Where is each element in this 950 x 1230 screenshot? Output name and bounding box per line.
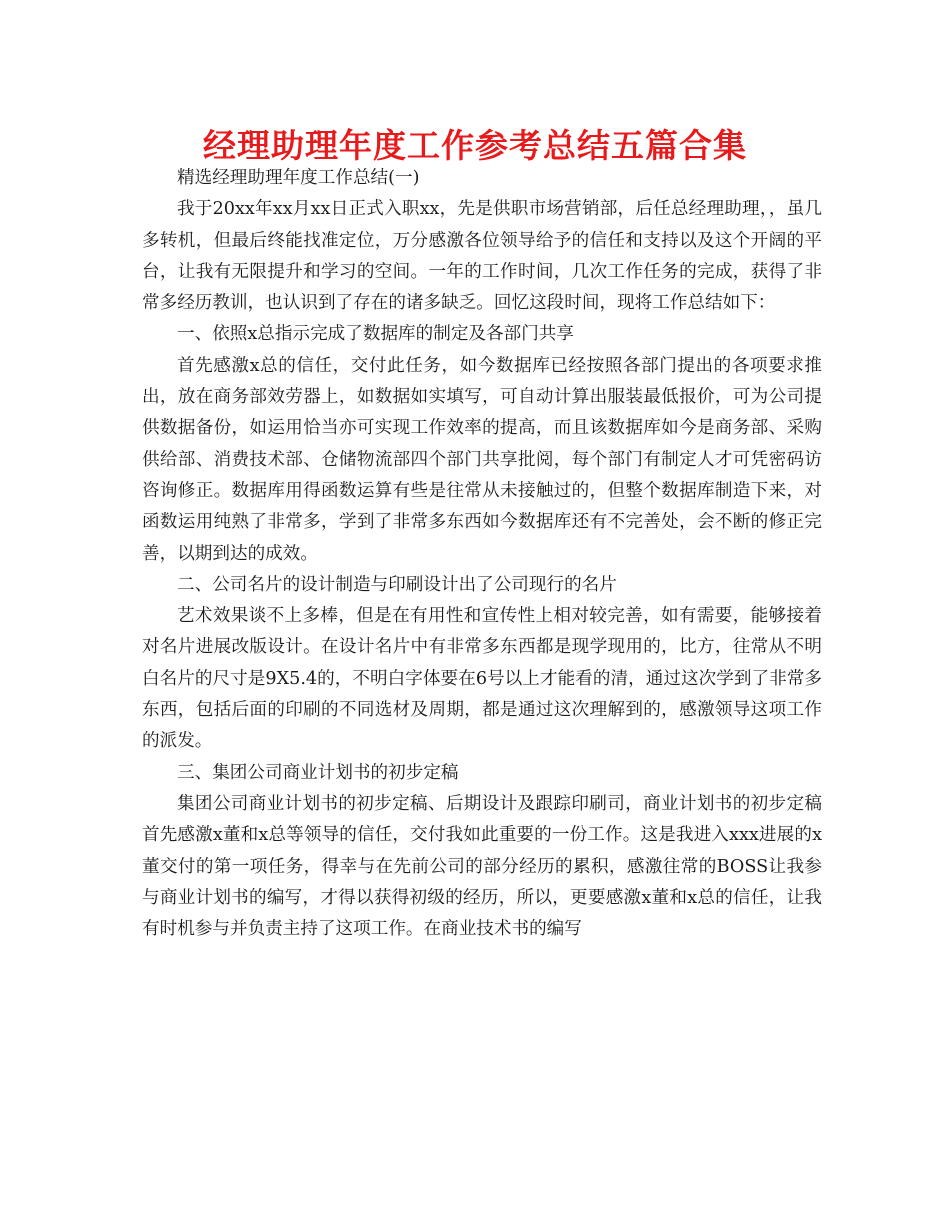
section-heading: 三、集团公司商业计划书的初步定稿 [177,762,459,783]
section-heading: 一、依照x总指示完成了数据库的制定及各部门共享 [177,324,574,345]
document-body [142,163,822,945]
body-paragraph: 艺术效果谈不上多棒，但是在有用性和宣传性上相对较完善，如有需要，能够接着对名片进展改版设计。在设计名片中有非常多东西都是现学现用的，比方，往常从不明白名片的尺寸是9X5.4的，不明白字体要在6号以上才能看的清，通过这次学到了非常多东西，包括后面的印刷的不同选材及周期，都是通过这次理解到的，感激领导这项工作的派发。 [142,606,822,752]
section-heading: 二、公司名片的设计制造与印刷设计出了公司现行的名片 [177,574,617,595]
body-paragraph: 我于20xx年xx月xx日正式入职xx，先是供职市场营销部，后任总经理助理，，虽几多转机，但最后终能找准定位，万分感激各位领导给予的信任和支持以及这个开阔的平台，让我有无限提升和学习的空间。一年的工作时间，几次工作任务的完成，获得了非常多经历教训，也认识到了存在的诸多缺乏。回忆这段时间，现将工作总结如下： [142,199,822,314]
document-title: 经理助理年度工作参考总结五篇合集 [203,126,747,165]
section-heading: 精选经理助理年度工作总结(一) [177,168,420,188]
body-paragraph: 集团公司商业计划书的初步定稿、后期设计及跟踪印刷司，商业计划书的初步定稿首先感激x董和x总等领导的信任，交付我如此重要的一份工作。这是我进入xxx进展的x董交付的第一项任务，得幸与在先前公司的部分经历的累积，感激往常的BOSS让我参与商业计划书的编写，才得以获得初级的经历，所以，更要感激x董和x总的信任，让我有时机参与并负责主持了这项工作。在商业技术书的编写 [142,793,822,940]
body-paragraph: 首先感激x总的信任，交付此任务，如今数据库已经按照各部门提出的各项要求推出，放在商务部效劳器上，如数据如实填写，可自动计算出服装最低报价，可为公司提供数据备份，如运用恰当亦可实现工作效率的提高，而且该数据库如今是商务部、采购供给部、消费技术部、仓储物流部四个部门共享批阅，每个部门有制定人才可凭密码访咨询修正。数据库用得函数运算有些是往常从未接触过的，但整个数据库制造下来，对函数运用纯熟了非常多，学到了非常多东西如今数据库还有不完善处，会不断的修正完善，以期到达的成效。 [142,355,822,564]
